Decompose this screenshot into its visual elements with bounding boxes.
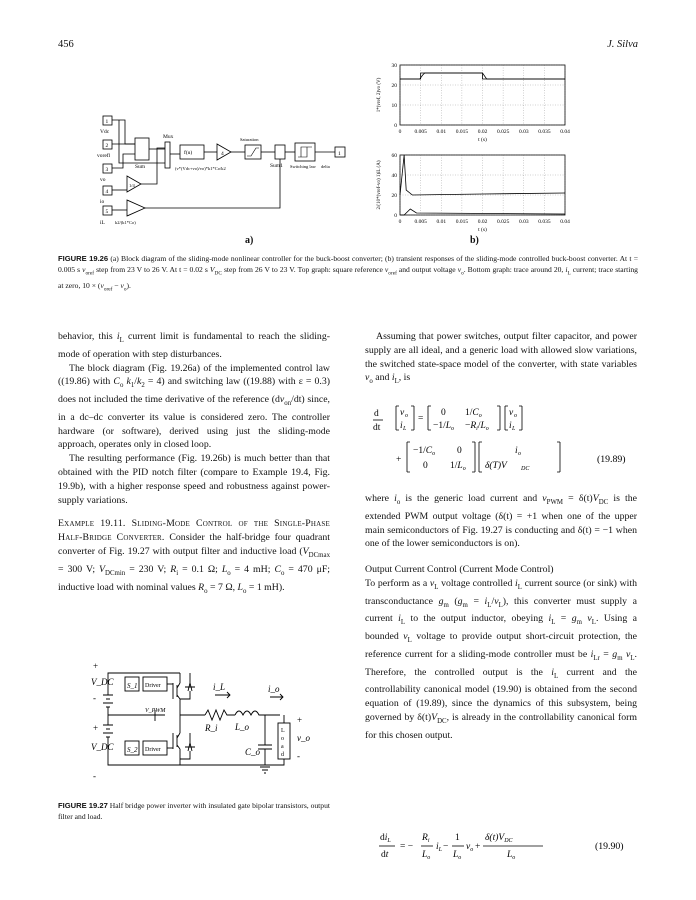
- x-tick-label: 0.02: [477, 129, 488, 135]
- svg-text:v: v: [400, 408, 405, 418]
- svg-text:i: i: [509, 421, 512, 431]
- delta-label: delta: [321, 164, 330, 169]
- example-text: Consider the half-bridge four quadrant converter of Fig. 19.27 with output filter and inductive load ($V_{DCmax} = 300$ V; $V_{DCmin} = 230$ V; $R_i = 0.1$ Ω; $L_o = 4$ mH; $C_o = 470$ μF; inductive load with nominal values $R_o = 7$ Ω, $L_o = 1$ mH).: [58, 532, 331, 595]
- svg-text:5: 5: [105, 209, 109, 215]
- svg-text:−1/Lo: $-1/L_o$: [433, 421, 455, 432]
- svg-text:−1/Co: $-1/C_o$: [413, 446, 436, 457]
- x-tick-label: 0.005: [414, 219, 427, 225]
- svg-text:= −: = −: [400, 842, 414, 852]
- circuit-co: C_o: [245, 747, 261, 757]
- figure-19-26-label: FIGURE 19.26: [58, 254, 109, 263]
- svg-text:−: −: [443, 842, 449, 852]
- figure-19-26-caption-text: (a) Block diagram of the sliding-mode nonlinear controller for the buck-boost converter; (b) transient responses of the sliding-mode controlled buck-boost converter. At t = 0.005 s $v_{oref}$ step from 23 V to 26 V. At t = 0.02 s $V_{DC}$ step from 26 V to 23 V. Top graph: square reference $v_{oref}$ and output voltage $v_o$. Bottom graph: trace around 20, $i_L$ current; trace starting at zero, $10 \times (v_{oref} - v_o)$.: [58, 254, 639, 293]
- section-heading: Output Current Control (Current Mode Control): [365, 564, 554, 576]
- circuit-vo-plus: +: [297, 715, 303, 725]
- svg-text:1: 1: [105, 119, 109, 125]
- svg-text:dt: dt: [381, 850, 389, 860]
- running-head: J. Silva: [607, 39, 638, 50]
- equation-19-90: [365, 824, 640, 868]
- left-paragraph-1: behavior, this $i_L$ current limit is fundamental to reach the sliding-mode of operation with step disturbances.: [58, 331, 330, 360]
- x-tick-label: 0.03: [518, 219, 529, 225]
- figure-19-27-label: FIGURE 19.27: [58, 801, 108, 810]
- y-tick-label: 20: [391, 193, 397, 199]
- x-tick-label: 0.04: [560, 219, 570, 225]
- inport-name-vdc: Vdc: [100, 129, 110, 135]
- circuit-lo: L_o: [235, 722, 250, 732]
- x-axis-label: t (s): [478, 227, 487, 233]
- svg-text:DC: DC: [521, 466, 530, 472]
- equation-19-90-number: (19.90): [595, 841, 624, 852]
- x-tick-label: 0: [398, 129, 402, 135]
- x-tick-label: 0.035: [538, 219, 551, 225]
- series-line-0: [400, 73, 565, 79]
- gain-label: 4: [221, 151, 224, 157]
- gain-quarter-label: 1/4: [129, 183, 135, 188]
- svg-text:=: =: [418, 414, 424, 424]
- gain-k2-label: k2/(k1*Co): [115, 220, 136, 225]
- x-tick-label: 0.025: [496, 129, 510, 135]
- circuit-load-d: d: [281, 752, 284, 758]
- inport-name-il: iL: [100, 220, 105, 226]
- svg-text:2: 2: [105, 143, 109, 149]
- svg-text:L: L: [403, 426, 407, 432]
- svg-text:o: o: [518, 451, 521, 457]
- block-diagram: [95, 108, 360, 233]
- y-tick-label: 60: [391, 153, 397, 159]
- circuit-plus-top: +: [93, 661, 99, 671]
- circuit-vo-minus: -: [297, 751, 300, 761]
- svg-text:o: o: [514, 413, 517, 419]
- x-tick-label: 0.01: [436, 219, 447, 225]
- inport-name-io: io: [100, 199, 105, 205]
- circuit-vdc-bottom: V_DC: [91, 742, 114, 752]
- circuit-s2: S_2: [127, 746, 138, 754]
- y-tick-label: 30: [391, 63, 397, 69]
- circuit-plus-bottom: +: [93, 723, 99, 733]
- svg-text:dt: dt: [373, 423, 381, 433]
- x-tick-label: 0.015: [455, 129, 469, 135]
- svg-text:0: 0: [457, 446, 462, 456]
- right-column-middle: [365, 492, 637, 743]
- equation-19-89: [365, 400, 640, 480]
- circuit-driver-top: Driver: [145, 683, 161, 689]
- svg-text:4: 4: [105, 189, 109, 195]
- y-axis-label: 1*(vref, 2)vo (V): [377, 77, 382, 113]
- page-number: 456: [58, 39, 74, 50]
- svg-text:−Ri/Lo: $-R_i/L_o$: [465, 421, 489, 432]
- circuit-s1: S_1: [127, 682, 138, 690]
- panel-b-label: b): [470, 235, 479, 246]
- circuit-driver-bottom: Driver: [145, 747, 161, 753]
- inport-name-vo: vo: [100, 177, 106, 183]
- svg-text:Lo: $L_o$: [422, 850, 431, 861]
- fcn-label: f(u): [184, 150, 193, 156]
- sum-label: Sum: [135, 164, 146, 170]
- svg-text:i: i: [400, 421, 403, 431]
- equation-19-89-number: (19.89): [597, 454, 626, 465]
- circuit-load-o: o: [281, 736, 284, 742]
- svg-text:diL: $di_L$: [380, 833, 391, 844]
- y-tick-label: 0: [394, 123, 397, 129]
- x-tick-label: 0.025: [496, 219, 510, 225]
- circuit-vpwm: V_PWM: [145, 708, 166, 714]
- x-tick-label: 0.03: [518, 129, 529, 135]
- figure-19-27-caption: [58, 800, 330, 822]
- y-tick-label: 40: [391, 173, 397, 179]
- svg-text:1: 1: [338, 151, 341, 157]
- svg-text:0: 0: [441, 408, 446, 418]
- svg-text:1: 1: [455, 833, 460, 843]
- figure-19-26-caption: [58, 253, 638, 295]
- x-tick-label: 0.005: [414, 129, 427, 135]
- left-paragraph-2: The block diagram (Fig. 19.26a) of the implemented control law ((19.86) with $C_o$ $k_1/k_2 = 4$) and switching law ((19.88) with ε = 0.3) does not included the time derivative of the reference $(dv_{on}/dt)$ since, in a dc–dc converter its value is considered zero. The controller hardware (or software), derived using just the sliding-mode approach, operates only in closed loop.: [58, 362, 330, 451]
- circuit-vo: v_o: [297, 733, 310, 743]
- figure-19-27-caption-text: Half bridge power inverter with insulated gate bipolar transistors, output filter and load.: [58, 801, 330, 821]
- left-paragraph-3: The resulting performance (Fig. 19.26b) is much better than that obtained with the PID notch filter (compare to Example 19.4, Fig. 19.9b), with a higher response speed and robustness against power-supply variations.: [58, 453, 330, 506]
- example-heading: Example 19.11. Sliding-Mode Control of the Single-Phase Half-Bridge Converter.: [58, 518, 330, 544]
- svg-text:Ri: $R_i$: [422, 833, 430, 844]
- saturation-label: Saturation: [240, 137, 259, 142]
- svg-text:0: 0: [423, 461, 428, 471]
- circuit-ri: R_i: [205, 723, 218, 733]
- switching-law-label: Switching law: [290, 164, 316, 169]
- circuit-io: i_o: [268, 684, 280, 694]
- series-line-1: [400, 209, 565, 215]
- left-column: [58, 330, 330, 598]
- x-tick-label: 0.02: [477, 219, 488, 225]
- panel-a-label: a): [245, 235, 254, 246]
- y-tick-label: 10: [391, 103, 397, 109]
- svg-text:Lo: $L_o$: [507, 850, 516, 861]
- x-axis-label: t (s): [478, 137, 487, 143]
- right-paragraph-1: Assuming that power switches, output filter capacitor, and power supply are all ideal, and a generic load with allowed slow variations, the switched state-space model of the converter, with state variables $v_o$ and $i_L$, is: [365, 331, 637, 386]
- x-tick-label: 0: [398, 219, 402, 225]
- circuit-vdc-top: V_DC: [91, 677, 114, 687]
- svg-text:+: +: [396, 455, 402, 465]
- right-column-top: [365, 330, 637, 389]
- mux-label: Mux: [163, 134, 174, 140]
- svg-text:Lo: $L_o$: [453, 850, 462, 861]
- half-bridge-circuit: [85, 655, 335, 785]
- x-tick-label: 0.04: [560, 129, 570, 135]
- x-tick-label: 0.035: [538, 129, 551, 135]
- svg-text:vo: $v_o$: [466, 842, 474, 853]
- transient-response-charts: [360, 60, 590, 235]
- circuit-il: i_L: [213, 682, 226, 692]
- y-tick-label: 20: [391, 83, 397, 89]
- svg-text:δ(t)VDC: $\delta(t)V_{DC}$: [485, 833, 513, 844]
- fcn-expression: (v*(Vdc+vo)/vo)*k1*Co/k2: [175, 166, 226, 171]
- circuit-minus-top: -: [93, 693, 96, 703]
- svg-text:δ(T)V: δ(T)V: [485, 461, 507, 471]
- svg-text:o: o: [405, 413, 408, 419]
- right-paragraph-3: To perform as a $v_L$ voltage controlled $i_L$ current source (or sink) with transconductance $g_m$ $(g_m = i_L/v_L)$, this converter must supply a current $i_L$ to the output inductor, obeying $i_L = g_m$ $v_L$. Using a bounded $v_L$ voltage to provide output short-circuit protection, the reference current for a sliding-mode controller must be $i_{Lr} = g_m$ $v_L$. Therefore, the controlled output is the $i_L$ current and the controllability canonical model (19.90) is obtained from the second equation of (19.89), since the dynamics of this subsystem, being governed by $\delta(t)V_{DC}$, is already in the controllability canonical form for this chosen output.: [365, 577, 638, 741]
- circuit-minus-bottom: -: [93, 771, 96, 781]
- circuit-load-a: a: [281, 744, 284, 750]
- circuit-load-l: L: [281, 728, 285, 734]
- svg-text:1/Lo: $1/L_o$: [450, 461, 466, 472]
- x-tick-label: 0.01: [436, 129, 447, 135]
- svg-text:1/Co: $1/C_o$: [465, 408, 482, 419]
- svg-text:+: +: [475, 842, 481, 852]
- inport-name-vorefl: vorefl: [97, 153, 111, 159]
- right-paragraph-2: where $i_o$ is the generic load current and $v_{PWM} = \delta(t)V_{DC}$ is the extended PWM output voltage (δ(t) = +1 when one of the upper main semiconductors of Fig. 19.27 is conducting and δ(t) = −1 when one of the lower semiconductors is on).: [365, 493, 637, 550]
- y-tick-label: 0: [394, 213, 397, 219]
- x-tick-label: 0.015: [455, 219, 469, 225]
- svg-text:L: L: [512, 426, 516, 432]
- svg-text:3: 3: [105, 167, 109, 173]
- svg-text:iL: $i_L$: [436, 842, 442, 853]
- svg-text:d: d: [374, 409, 379, 419]
- svg-text:v: v: [509, 408, 514, 418]
- sum1-label: Sum1: [270, 163, 283, 169]
- y-axis-label: 2/(10*(vref-vo) 1)iL (A): [377, 160, 382, 210]
- svg-text:i: i: [515, 446, 518, 456]
